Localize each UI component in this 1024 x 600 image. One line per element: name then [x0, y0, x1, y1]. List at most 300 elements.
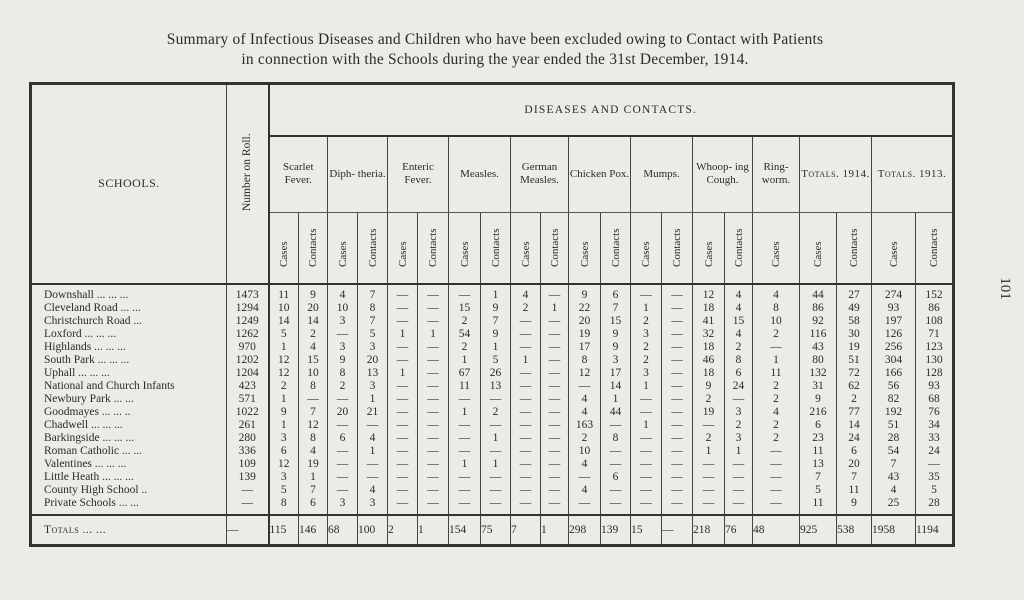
- table-cell: —: [725, 393, 753, 406]
- table-cell: 20: [358, 354, 388, 367]
- table-cell: 43: [872, 471, 916, 484]
- number-on-roll-header: Number on Roll.: [227, 84, 269, 284]
- totals-1913-header: Totals. 1913.: [872, 136, 954, 212]
- table-cell: 20: [299, 302, 328, 315]
- table-cell: —: [511, 471, 541, 484]
- ringworm-header: Ring- worm.: [753, 136, 800, 212]
- table-cell: 2: [753, 393, 800, 406]
- totals-cell: 115: [269, 515, 299, 546]
- totals-cell: 538: [837, 515, 872, 546]
- totals-cell: 218: [693, 515, 725, 546]
- table-cell: 24: [916, 445, 954, 458]
- table-cell: —: [631, 497, 662, 515]
- contacts-subheader: Contacts: [418, 212, 449, 284]
- table-cell: 7: [299, 484, 328, 497]
- scarlet-fever-header: Scarlet Fever.: [269, 136, 328, 212]
- table-cell: 44: [601, 406, 631, 419]
- table-cell: 15: [725, 315, 753, 328]
- table-cell: 11: [800, 445, 837, 458]
- table-cell: 49: [837, 302, 872, 315]
- table-cell: —: [388, 380, 418, 393]
- table-cell: 54: [872, 445, 916, 458]
- table-row: [31, 497, 954, 515]
- table-cell: —: [725, 471, 753, 484]
- table-cell: —: [511, 393, 541, 406]
- table-cell: 197: [872, 315, 916, 328]
- table-cell: 19: [837, 341, 872, 354]
- table-cell: —: [541, 367, 569, 380]
- totals-cell: 100: [358, 515, 388, 546]
- table-cell: —: [662, 406, 693, 419]
- table-cell: 2: [631, 315, 662, 328]
- table-cell: 9: [800, 393, 837, 406]
- cases-subheader: Cases: [569, 212, 601, 284]
- school-name: Uphall ... ... ...: [44, 366, 110, 379]
- table-cell: —: [388, 354, 418, 367]
- table-cell: —: [328, 393, 358, 406]
- table-cell: 4: [511, 284, 541, 302]
- table-cell: 10: [299, 367, 328, 380]
- table-cell: 1: [449, 354, 481, 367]
- table-body: [31, 284, 954, 516]
- table-cell: —: [449, 445, 481, 458]
- totals-cell: 1: [541, 515, 569, 546]
- table-cell: —: [541, 445, 569, 458]
- cases-subheader: Cases: [631, 212, 662, 284]
- table-cell: —: [449, 284, 481, 302]
- table-cell: 4: [725, 302, 753, 315]
- table-cell: —: [662, 393, 693, 406]
- table-cell: —: [601, 497, 631, 515]
- roll-cell: 1294: [227, 302, 269, 315]
- table-row: [31, 380, 954, 393]
- table-cell: 13: [481, 380, 511, 393]
- table-row: [31, 302, 954, 315]
- table-cell: —: [753, 484, 800, 497]
- table-cell: —: [541, 497, 569, 515]
- table-cell: 5: [269, 484, 299, 497]
- table-cell: 19: [569, 328, 601, 341]
- table-cell: 3: [601, 354, 631, 367]
- table-cell: 93: [872, 302, 916, 315]
- table-cell: 22: [569, 302, 601, 315]
- table-cell: 7: [601, 302, 631, 315]
- totals-cell: 76: [725, 515, 753, 546]
- table-cell: —: [511, 328, 541, 341]
- table-cell: 1: [449, 458, 481, 471]
- table-cell: —: [418, 484, 449, 497]
- table-cell: —: [753, 497, 800, 515]
- contacts-subheader: Contacts: [601, 212, 631, 284]
- table-cell: 2: [631, 354, 662, 367]
- table-cell: 19: [299, 458, 328, 471]
- table-cell: —: [388, 497, 418, 515]
- table-cell: —: [388, 445, 418, 458]
- table-cell: —: [328, 419, 358, 432]
- table-cell: 12: [269, 367, 299, 380]
- table-cell: 9: [299, 284, 328, 302]
- table-cell: 19: [693, 406, 725, 419]
- table-cell: —: [388, 471, 418, 484]
- totals-cell: 154: [449, 515, 481, 546]
- table-cell: —: [541, 406, 569, 419]
- roll-cell: 970: [227, 341, 269, 354]
- table-cell: 14: [269, 315, 299, 328]
- table-cell: —: [481, 471, 511, 484]
- table-cell: —: [662, 432, 693, 445]
- cases-subheader: Cases: [800, 212, 837, 284]
- totals-cell: 1958: [872, 515, 916, 546]
- table-cell: 51: [872, 419, 916, 432]
- table-cell: 1: [269, 341, 299, 354]
- table-cell: —: [662, 367, 693, 380]
- table-cell: 5: [481, 354, 511, 367]
- table-cell: —: [418, 406, 449, 419]
- table-row: [31, 458, 954, 471]
- table-cell: 11: [269, 284, 299, 302]
- table-cell: —: [541, 419, 569, 432]
- table-cell: 18: [693, 341, 725, 354]
- table-cell: 17: [569, 341, 601, 354]
- table-cell: —: [725, 484, 753, 497]
- table-cell: —: [753, 341, 800, 354]
- table-cell: 116: [800, 328, 837, 341]
- table-cell: 304: [872, 354, 916, 367]
- table-cell: 51: [837, 354, 872, 367]
- table-cell: 1: [449, 406, 481, 419]
- table-cell: —: [541, 484, 569, 497]
- table-cell: 4: [358, 484, 388, 497]
- table-cell: 72: [837, 367, 872, 380]
- whooping-cough-header: Whoop- ing Cough.: [693, 136, 753, 212]
- school-name: Roman Catholic ... ...: [44, 445, 143, 458]
- table-cell: 3: [358, 341, 388, 354]
- table-cell: 5: [916, 484, 954, 497]
- table-cell: —: [693, 419, 725, 432]
- roll-cell: 336: [227, 445, 269, 458]
- table-cell: 20: [837, 458, 872, 471]
- table-cell: 3: [631, 367, 662, 380]
- table-cell: —: [388, 315, 418, 328]
- table-cell: 2: [481, 406, 511, 419]
- table-cell: 8: [328, 367, 358, 380]
- table-cell: —: [388, 341, 418, 354]
- enteric-fever-header: Enteric Fever.: [388, 136, 449, 212]
- table-cell: 7: [837, 471, 872, 484]
- cases-subheader: Cases: [449, 212, 481, 284]
- table-cell: —: [631, 393, 662, 406]
- table-cell: 4: [358, 432, 388, 445]
- table-row: [31, 315, 954, 328]
- roll-cell: 571: [227, 393, 269, 406]
- roll-cell: 1262: [227, 328, 269, 341]
- table-cell: 2: [693, 432, 725, 445]
- table-cell: 1: [269, 393, 299, 406]
- table-cell: —: [541, 458, 569, 471]
- table-cell: 14: [601, 380, 631, 393]
- school-name: Goodmayes ... ... ..: [44, 405, 131, 418]
- school-name: Chadwell ... ... ...: [44, 418, 123, 431]
- contacts-subheader: Contacts: [541, 212, 569, 284]
- table-cell: —: [328, 328, 358, 341]
- roll-cell: 1022: [227, 406, 269, 419]
- contacts-subheader: Contacts: [837, 212, 872, 284]
- table-cell: 11: [837, 484, 872, 497]
- table-cell: 33: [916, 432, 954, 445]
- table-cell: —: [631, 471, 662, 484]
- table-cell: 46: [693, 354, 725, 367]
- table-cell: 6: [269, 445, 299, 458]
- table-cell: 9: [601, 341, 631, 354]
- table-cell: —: [541, 315, 569, 328]
- table-cell: —: [662, 284, 693, 302]
- table-cell: 11: [800, 497, 837, 515]
- table-cell: 34: [916, 419, 954, 432]
- table-cell: 15: [299, 354, 328, 367]
- table-cell: —: [511, 484, 541, 497]
- table-cell: 9: [693, 380, 725, 393]
- table-cell: 3: [328, 341, 358, 354]
- table-cell: 274: [872, 284, 916, 302]
- contacts-subheader: Contacts: [358, 212, 388, 284]
- table-row: [31, 284, 954, 302]
- table-cell: 86: [916, 302, 954, 315]
- table-cell: —: [481, 445, 511, 458]
- table-cell: 8: [269, 497, 299, 515]
- table-cell: 30: [837, 328, 872, 341]
- table-cell: —: [511, 497, 541, 515]
- table-cell: —: [601, 484, 631, 497]
- table-cell: 8: [358, 302, 388, 315]
- table-row: [31, 393, 954, 406]
- table-cell: —: [541, 341, 569, 354]
- table-cell: —: [418, 367, 449, 380]
- page-number: 101: [996, 277, 1013, 300]
- table-cell: 24: [725, 380, 753, 393]
- table-cell: —: [511, 315, 541, 328]
- table-cell: 15: [449, 302, 481, 315]
- table-cell: —: [662, 458, 693, 471]
- table-cell: 62: [837, 380, 872, 393]
- table-row: [31, 367, 954, 380]
- table-cell: —: [662, 497, 693, 515]
- page-title: [0, 30, 990, 70]
- table-cell: 3: [328, 315, 358, 328]
- table-cell: 1: [541, 302, 569, 315]
- table-cell: 4: [299, 341, 328, 354]
- table-cell: 7: [299, 406, 328, 419]
- diseases-and-contacts-header: DISEASES AND CONTACTS.: [269, 84, 954, 137]
- table-cell: —: [541, 328, 569, 341]
- table-cell: —: [481, 419, 511, 432]
- table-cell: 17: [601, 367, 631, 380]
- table-cell: 9: [481, 302, 511, 315]
- table-cell: 5: [800, 484, 837, 497]
- table-cell: —: [481, 393, 511, 406]
- totals-cell: 68: [328, 515, 358, 546]
- totals-cell: —: [227, 515, 269, 546]
- table-cell: 82: [872, 393, 916, 406]
- table-cell: 2: [725, 341, 753, 354]
- table-cell: —: [388, 393, 418, 406]
- table-cell: 2: [328, 380, 358, 393]
- table-cell: —: [662, 341, 693, 354]
- table-cell: —: [693, 471, 725, 484]
- table-cell: —: [693, 497, 725, 515]
- table-cell: 13: [800, 458, 837, 471]
- table-cell: 21: [358, 406, 388, 419]
- table-cell: 7: [358, 315, 388, 328]
- table-cell: —: [662, 354, 693, 367]
- table-cell: —: [601, 458, 631, 471]
- table-cell: —: [511, 367, 541, 380]
- table-cell: 12: [269, 458, 299, 471]
- table-cell: —: [328, 458, 358, 471]
- table-cell: 2: [511, 302, 541, 315]
- table-cell: 23: [800, 432, 837, 445]
- totals-cell: 1194: [916, 515, 954, 546]
- table-cell: —: [631, 406, 662, 419]
- table-cell: 108: [916, 315, 954, 328]
- table-cell: 80: [800, 354, 837, 367]
- table-cell: 3: [725, 406, 753, 419]
- table-cell: 68: [916, 393, 954, 406]
- table-cell: 2: [269, 380, 299, 393]
- table-cell: —: [449, 471, 481, 484]
- table-cell: —: [662, 302, 693, 315]
- table-cell: 152: [916, 284, 954, 302]
- table-cell: 1: [601, 393, 631, 406]
- roll-cell: —: [227, 497, 269, 515]
- table-cell: 12: [299, 419, 328, 432]
- table-cell: —: [662, 419, 693, 432]
- table-cell: 20: [328, 406, 358, 419]
- table-cell: 11: [753, 367, 800, 380]
- table-cell: —: [418, 445, 449, 458]
- table-cell: 2: [837, 393, 872, 406]
- german-measles-header: German Measles.: [511, 136, 569, 212]
- table-cell: —: [418, 354, 449, 367]
- table-cell: 192: [872, 406, 916, 419]
- table-cell: —: [693, 458, 725, 471]
- table-cell: 4: [725, 328, 753, 341]
- roll-cell: 139: [227, 471, 269, 484]
- totals-cell: 48: [753, 515, 800, 546]
- table-cell: —: [753, 445, 800, 458]
- table-cell: 1: [269, 419, 299, 432]
- table-cell: 6: [601, 284, 631, 302]
- table-cell: —: [631, 484, 662, 497]
- roll-cell: 1202: [227, 354, 269, 367]
- table-cell: 4: [569, 484, 601, 497]
- table-cell: —: [449, 484, 481, 497]
- table-cell: 13: [358, 367, 388, 380]
- table-cell: 3: [358, 380, 388, 393]
- table-cell: 76: [916, 406, 954, 419]
- table-row: [31, 445, 954, 458]
- table-cell: 12: [693, 284, 725, 302]
- table-cell: —: [725, 497, 753, 515]
- table-cell: 4: [569, 458, 601, 471]
- table-cell: —: [388, 284, 418, 302]
- table-cell: 10: [328, 302, 358, 315]
- table-cell: 1: [693, 445, 725, 458]
- table-cell: —: [631, 432, 662, 445]
- table-cell: —: [541, 284, 569, 302]
- table-cell: 4: [299, 445, 328, 458]
- table-cell: 15: [601, 315, 631, 328]
- table-cell: —: [388, 484, 418, 497]
- table-cell: —: [388, 432, 418, 445]
- table-cell: 86: [800, 302, 837, 315]
- table-cell: 1: [725, 445, 753, 458]
- table-cell: —: [358, 471, 388, 484]
- table-cell: —: [328, 471, 358, 484]
- table-row: [31, 471, 954, 484]
- table-cell: 1: [631, 419, 662, 432]
- table-cell: —: [569, 497, 601, 515]
- totals-cell: 75: [481, 515, 511, 546]
- table-cell: 11: [449, 380, 481, 393]
- table-cell: —: [541, 380, 569, 393]
- table-cell: 4: [872, 484, 916, 497]
- table-cell: —: [541, 393, 569, 406]
- table-cell: 130: [916, 354, 954, 367]
- table-cell: 1: [631, 302, 662, 315]
- cases-subheader: Cases: [872, 212, 916, 284]
- table-cell: —: [541, 354, 569, 367]
- roll-cell: 280: [227, 432, 269, 445]
- school-name: Christchurch Road ...: [44, 314, 143, 327]
- table-cell: 20: [569, 315, 601, 328]
- table-cell: —: [662, 380, 693, 393]
- table-cell: 10: [753, 315, 800, 328]
- table-cell: 2: [449, 341, 481, 354]
- table-cell: 56: [872, 380, 916, 393]
- table-cell: 8: [753, 302, 800, 315]
- cases-subheader: Cases: [269, 212, 299, 284]
- table-cell: 132: [800, 367, 837, 380]
- table-cell: 4: [753, 406, 800, 419]
- table-cell: 7: [358, 284, 388, 302]
- table-cell: 12: [569, 367, 601, 380]
- table-cell: —: [418, 302, 449, 315]
- table-cell: 128: [916, 367, 954, 380]
- table-cell: 5: [269, 328, 299, 341]
- school-name: Barkingside ... ... ...: [44, 432, 135, 445]
- totals-cell: 1: [418, 515, 449, 546]
- table-cell: 9: [837, 497, 872, 515]
- table-cell: —: [418, 458, 449, 471]
- totals-cell: 925: [800, 515, 837, 546]
- table-cell: 1: [753, 354, 800, 367]
- table-row: [31, 354, 954, 367]
- measles-header: Measles.: [449, 136, 511, 212]
- table-cell: 3: [328, 497, 358, 515]
- table-cell: —: [449, 419, 481, 432]
- school-name: Downshall ... ... ...: [44, 288, 129, 301]
- table-cell: 10: [269, 302, 299, 315]
- contacts-subheader: Contacts: [725, 212, 753, 284]
- table-cell: 44: [800, 284, 837, 302]
- table-cell: 35: [916, 471, 954, 484]
- table-cell: —: [449, 497, 481, 515]
- table-cell: 5: [358, 328, 388, 341]
- totals-cell: —: [662, 515, 693, 546]
- table-cell: 14: [837, 419, 872, 432]
- table-cell: 6: [725, 367, 753, 380]
- table-cell: 163: [569, 419, 601, 432]
